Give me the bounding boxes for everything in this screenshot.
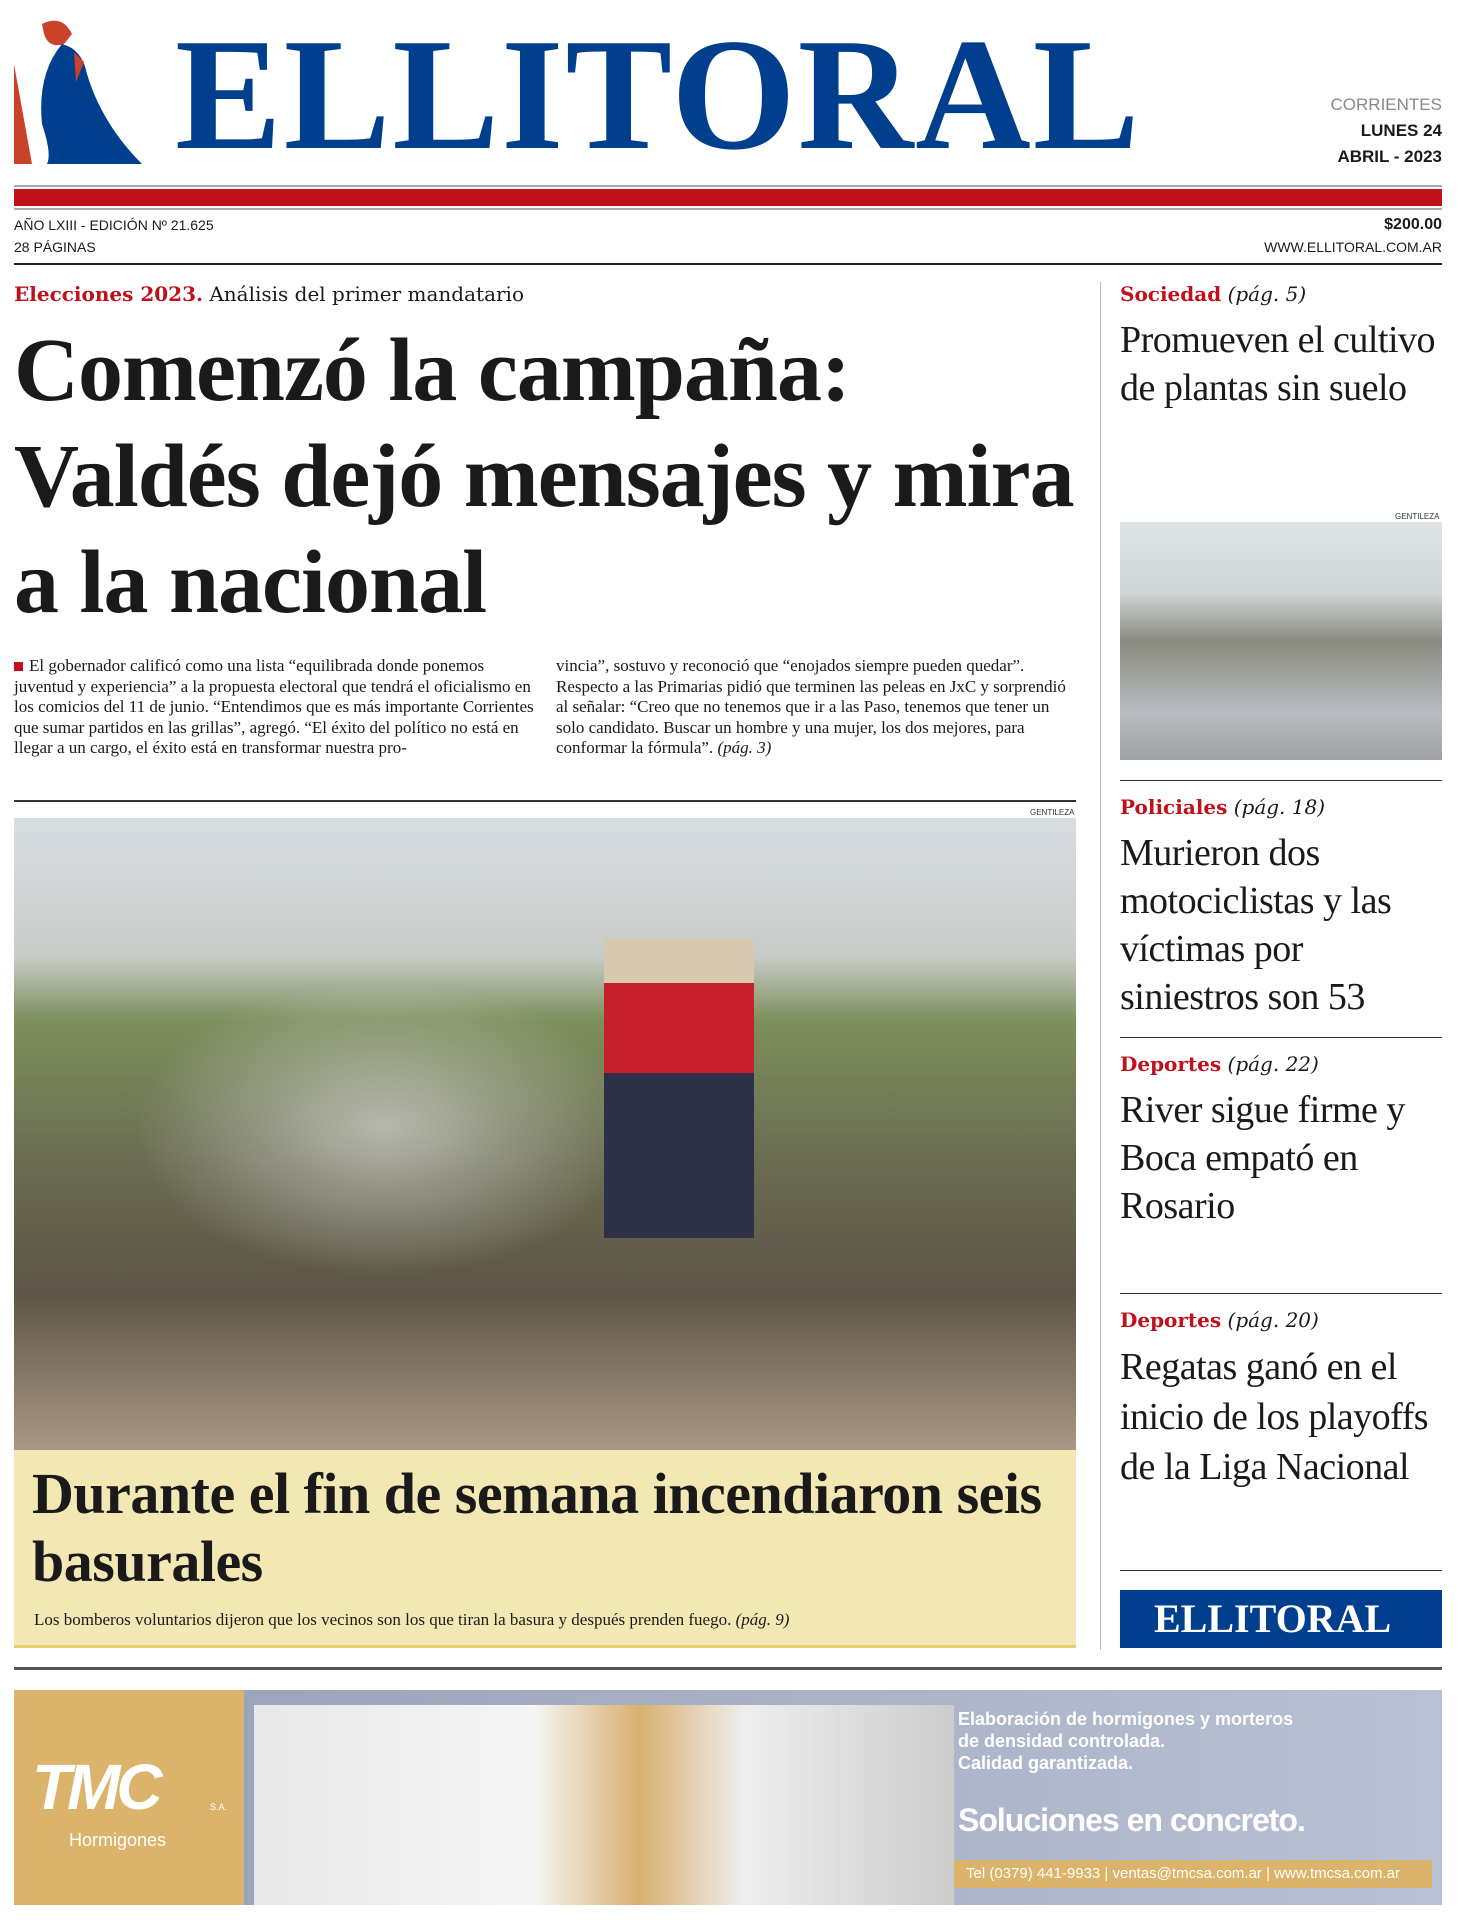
hydroponics-photo xyxy=(1120,522,1442,760)
firefighter xyxy=(604,938,754,1238)
section-label: Sociedad xyxy=(1120,282,1222,306)
lead-headline[interactable]: Comenzó la campaña: Valdés dejó mensajes y mira a la nacional xyxy=(14,321,1074,632)
page-ref: (pág. 5) xyxy=(1227,282,1307,306)
lead-body-col1 xyxy=(14,656,534,759)
divider xyxy=(14,1667,1442,1670)
website-link[interactable]: WWW.ELLITORAL.COM.AR xyxy=(1264,239,1442,255)
smoke xyxy=(134,978,634,1278)
divider xyxy=(14,185,1442,187)
photo-credit: GENTILEZA xyxy=(1395,512,1440,521)
photo-credit: GENTILEZA xyxy=(1030,808,1075,817)
ad-brand-suffix: S.A. xyxy=(210,1802,228,1812)
ad-line: de densidad controlada. xyxy=(958,1731,1166,1751)
divider xyxy=(14,208,1442,210)
edition: AÑO LXIII - EDICIÓN Nº 21.625 xyxy=(14,217,214,233)
price-info xyxy=(1264,214,1442,258)
city: CORRIENTES xyxy=(1330,95,1442,114)
page-ref: (pág. 22) xyxy=(1227,1052,1319,1076)
sidebar-kicker xyxy=(1120,282,1306,306)
kicker-text: Análisis del primer mandatario xyxy=(209,282,524,306)
lead-kicker xyxy=(14,282,524,306)
price: $200.00 xyxy=(1384,216,1442,233)
divider xyxy=(1120,1293,1442,1294)
divider xyxy=(1120,1037,1442,1038)
date-month-year: ABRIL - 2023 xyxy=(1337,147,1442,166)
deck-text: Los bomberos voluntarios dijeron que los vecinos son los que tiran la basura y después prenden fuego. xyxy=(34,1610,732,1629)
sidebar-kicker xyxy=(1120,795,1325,819)
tmc-advertisement[interactable] xyxy=(14,1690,1442,1905)
column-divider xyxy=(1100,282,1101,1650)
date-day: LUNES 24 xyxy=(1360,121,1442,140)
truck-photo xyxy=(254,1705,954,1905)
ad-contact: Tel (0379) 441-9933 | ventas@tmcsa.com.ar | www.tmcsa.com.ar xyxy=(954,1860,1432,1888)
sidebar-headline[interactable]: Promueven el cultivo de plantas sin suelo xyxy=(1120,319,1436,409)
page-ref: (pág. 9) xyxy=(735,1610,790,1629)
ad-copy xyxy=(958,1708,1293,1774)
date-block xyxy=(1331,92,1442,170)
section-label: Deportes xyxy=(1120,1308,1222,1332)
ad-brand-panel xyxy=(14,1690,244,1905)
divider xyxy=(14,800,1076,802)
page-ref: (pág. 18) xyxy=(1233,795,1326,819)
fire-photo xyxy=(14,818,1076,1450)
divider xyxy=(1120,780,1442,781)
section-label: Policiales xyxy=(1120,795,1228,819)
ad-brand: TMC xyxy=(32,1751,159,1823)
ad-slogan: Soluciones en concreto. xyxy=(958,1802,1305,1838)
edition-info xyxy=(14,214,214,258)
rooster-logo-icon xyxy=(12,14,162,164)
sidebar-kicker xyxy=(1120,1308,1319,1332)
ad-line: Elaboración de hormigones y morteros xyxy=(958,1709,1294,1729)
page-ref: (pág. 20) xyxy=(1227,1308,1319,1332)
red-band xyxy=(14,189,1442,206)
ad-line: Calidad garantizada. xyxy=(958,1753,1134,1773)
sidebar-kicker xyxy=(1120,1052,1319,1076)
sidebar-headline[interactable]: Regatas ganó en el inicio de los playoffs de la Liga Nacional xyxy=(1120,1346,1429,1488)
bullet-icon xyxy=(14,662,23,671)
sidebar-headline[interactable]: River sigue firme y Boca empató en Rosario xyxy=(1120,1089,1405,1227)
photo-caption-box xyxy=(14,1450,1076,1648)
page-ref: (pág. 3) xyxy=(717,738,772,757)
masthead-logo: ELLITORAL xyxy=(175,14,1142,174)
section-label: Deportes xyxy=(1120,1052,1222,1076)
body-text: vincia”, sostuvo y reconoció que “enojados siempre pueden quedar”. Respecto a las Primarias pidió que terminen las peleas en JxC y sorprendió al señalar: “Creo que no tenemos que ir a las Paso, tenemos que tener un solo candidato. Buscar un hombre y una mujer, los dos mejores, para conformar la fórmula”. xyxy=(556,656,1066,757)
ad-brand-sub: Hormigones xyxy=(69,1830,167,1850)
photo-headline[interactable]: Durante el fin de semana incendiaron seis basurales xyxy=(32,1461,1042,1594)
photo-deck xyxy=(34,1610,789,1630)
divider xyxy=(14,263,1442,265)
lead-body-col2 xyxy=(556,656,1076,759)
section-label: Elecciones 2023. xyxy=(14,282,203,306)
page-count: 28 PÁGINAS xyxy=(14,239,96,255)
body-text: El gobernador calificó como una lista “equilibrada donde ponemos juventud y experiencia” a la propuesta electoral que tendrá el oficialismo en los comicios del 11 de junio. “Entendimos que es más importante Corrientes que sumar partidos en las grillas”, agregó. “El éxito del político no está en llegar a un cargo, el éxito está en transformar nuestra pro- xyxy=(14,656,534,757)
small-logo: ELLITORAL xyxy=(1120,1590,1442,1648)
divider xyxy=(1120,1570,1442,1571)
sidebar-headline[interactable]: Murieron dos motociclistas y las víctimas por siniestros son 53 xyxy=(1120,832,1392,1018)
